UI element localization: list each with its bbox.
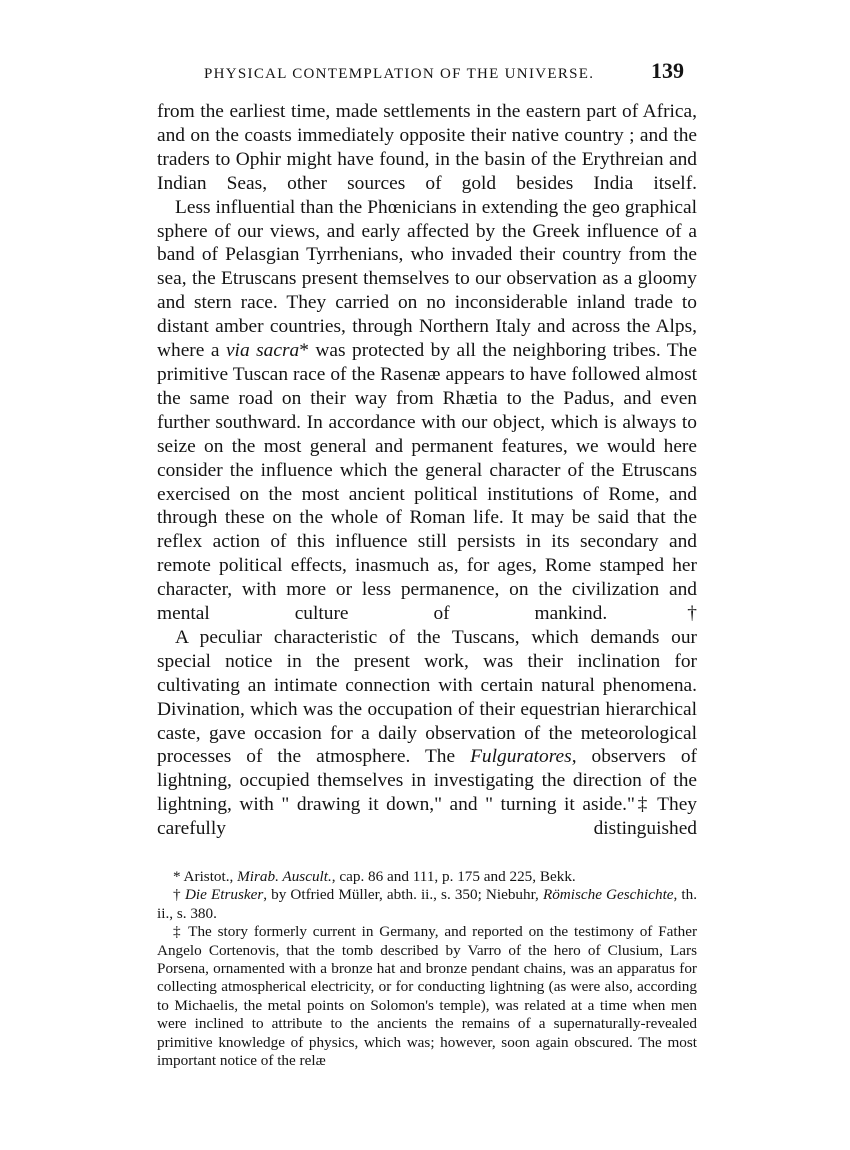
page-header bbox=[204, 58, 684, 88]
running-title: PHYSICAL CONTEMPLATION OF THE UNIVERSE. bbox=[204, 66, 595, 82]
page-number: 139 bbox=[651, 58, 684, 83]
paragraph-3: A peculiar characteristic of the Tuscans, which demands our special notice in the present work, was their inclination for cultivating an intimate connection with certain natural phenomena. Divination, which was the occupation of their equestrian hierarchical caste, gave occasion for a daily observation of the meteorological processes of the atmosphere. The Fulguratores, observers of lightning, occupied themselves in investigating the direction of the lightning, with " drawing it down," and " turning it aside."‡ They carefully distinguished bbox=[157, 626, 697, 840]
footnote-3: ‡ The story formerly current in Germany, and reported on the testimony of Father Angelo Cortenovis, that the tomb described by Varro of the hero of Clusium, Lars Porsena, ornamented with a bronze hat and bronze pendant chains, was an apparatus for collecting atmospherical electricity, or for conducting lightning (as were also, according to Michaelis, the metal points on Solomon's temple), was related at a time when men were inclined to attribute to the ancients the remains of a supernaturally-revealed primitive knowledge of physics, which was; however, soon again obscured. The most important notice of the relæ bbox=[157, 923, 697, 1070]
paragraph-1: from the earliest time, made settlements in the eastern part of Africa, and on the coasts immediately opposite their native country ; and the traders to Ophir might have found, in the basin of the Erythreian and Indian Seas, other sources of gold besides India itself. bbox=[157, 101, 697, 194]
body-text bbox=[157, 100, 697, 841]
footnote-1: * Aristot., Mirab. Auscult., cap. 86 and 111, p. 175 and 225, Bekk. bbox=[173, 868, 576, 885]
footnote-2: † Die Etrusker, by Otfried Müller, abth. ii., s. 350; Niebuhr, Römische Geschichte, th. ii., s. 380. bbox=[157, 886, 698, 922]
paragraph-2: Less influential than the Phœnicians in extending the geo graphical sphere of our views, and early affected by the Greek influence of a band of Pelasgian Tyrrhenians, who invaded their country from the sea, the Etruscans present themselves to our observation as a gloomy and stern race. They carried on no inconsiderable inland trade to distant amber countries, through Northern Italy and across the Alps, where a via sacra* was protected by all the neighboring tribes. The primitive Tuscan race of the Rasenæ appears to have followed almost the same road on their way from Rhætia to the Padus, and even further southward. In accordance with our object, which is always to seize on the most general and permanent features, we would here consider the influence which the general character of the Etruscans exercised on the most ancient political institutions of Rome, and through these on the whole of Roman life. It may be said that the reflex action of this influence still persists in its secondary and remote political effects, inasmuch as, for ages, Rome stamped her character, with more or less permanence, on the civilization and mental culture of mankind.† bbox=[157, 196, 697, 625]
footnotes bbox=[157, 868, 697, 1070]
